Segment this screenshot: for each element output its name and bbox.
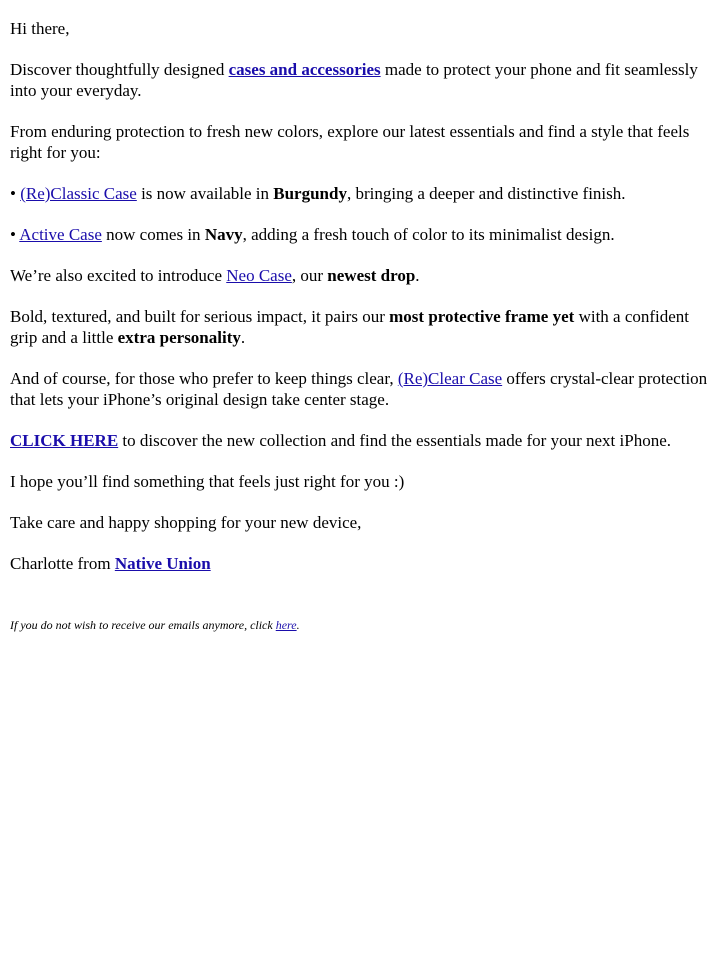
native-union-link[interactable]: Native Union xyxy=(114,554,211,573)
care-paragraph: Take care and happy shopping for your new device, xyxy=(10,513,362,532)
bullet-active xyxy=(10,224,710,245)
explore-paragraph: From enduring protection to fresh new colors, explore our latest essentials and find a style that feels right for you: xyxy=(10,122,690,162)
bullet-text: , bringing a deeper and distinctive finish. xyxy=(346,184,626,203)
bold-para-text: . xyxy=(240,328,246,347)
bullet-marker: • xyxy=(10,184,21,203)
color-burgundy: Burgundy xyxy=(273,184,347,203)
bullet-reclassic xyxy=(10,183,710,204)
bullet-text: , adding a fresh touch of color to its minimalist design. xyxy=(242,225,615,244)
clear-paragraph xyxy=(10,368,710,410)
active-case-link[interactable]: Active Case xyxy=(19,225,102,244)
extra-personality-text: extra personality xyxy=(117,328,241,347)
footer-text-before: If you do not wish to receive our emails anymore, click xyxy=(10,618,276,632)
reclear-case-link[interactable]: (Re)Clear Case xyxy=(397,369,503,388)
cases-accessories-link[interactable]: cases and accessories xyxy=(228,60,381,79)
bullet-text: now comes in xyxy=(101,225,205,244)
bold-paragraph xyxy=(10,306,710,348)
signoff xyxy=(10,553,710,574)
protective-frame-text: most protective frame yet xyxy=(389,307,575,326)
signoff-text: Charlotte from xyxy=(10,554,115,573)
reclassic-case-link[interactable]: (Re)Classic Case xyxy=(20,184,137,203)
neo-text-middle: , our xyxy=(291,266,328,285)
hope-paragraph: I hope you’ll find something that feels just right for you :) xyxy=(10,472,405,491)
neo-paragraph xyxy=(10,265,710,286)
cta-paragraph xyxy=(10,430,710,451)
neo-case-link[interactable]: Neo Case xyxy=(226,266,292,285)
unsubscribe-footer xyxy=(10,618,710,633)
bold-para-text: with a confident grip and a little xyxy=(10,307,690,347)
intro-text-before: Discover thoughtfully designed xyxy=(10,60,229,79)
neo-text-before: We’re also excited to introduce xyxy=(10,266,227,285)
intro-paragraph xyxy=(10,59,710,101)
footer-text-after: . xyxy=(296,618,300,632)
newest-drop-text: newest drop xyxy=(327,266,416,285)
click-here-link[interactable]: CLICK HERE xyxy=(10,431,119,450)
clear-text-after: offers crystal-clear protection that lets your iPhone’s original design take center stage. xyxy=(10,369,708,409)
bold-para-text: Bold, textured, and built for serious impact, it pairs our xyxy=(10,307,390,326)
intro-text-after: made to protect your phone and fit seamlessly into your everyday. xyxy=(10,60,698,100)
color-navy: Navy xyxy=(204,225,243,244)
cta-text: to discover the new collection and find the essentials made for your next iPhone. xyxy=(118,431,671,450)
bullet-text: is now available in xyxy=(136,184,274,203)
bullet-marker: • xyxy=(10,225,20,244)
neo-text-after: . xyxy=(415,266,420,285)
greeting: Hi there, xyxy=(10,19,70,38)
clear-text-before: And of course, for those who prefer to keep things clear, xyxy=(10,369,398,388)
unsubscribe-link[interactable]: here xyxy=(275,618,297,632)
